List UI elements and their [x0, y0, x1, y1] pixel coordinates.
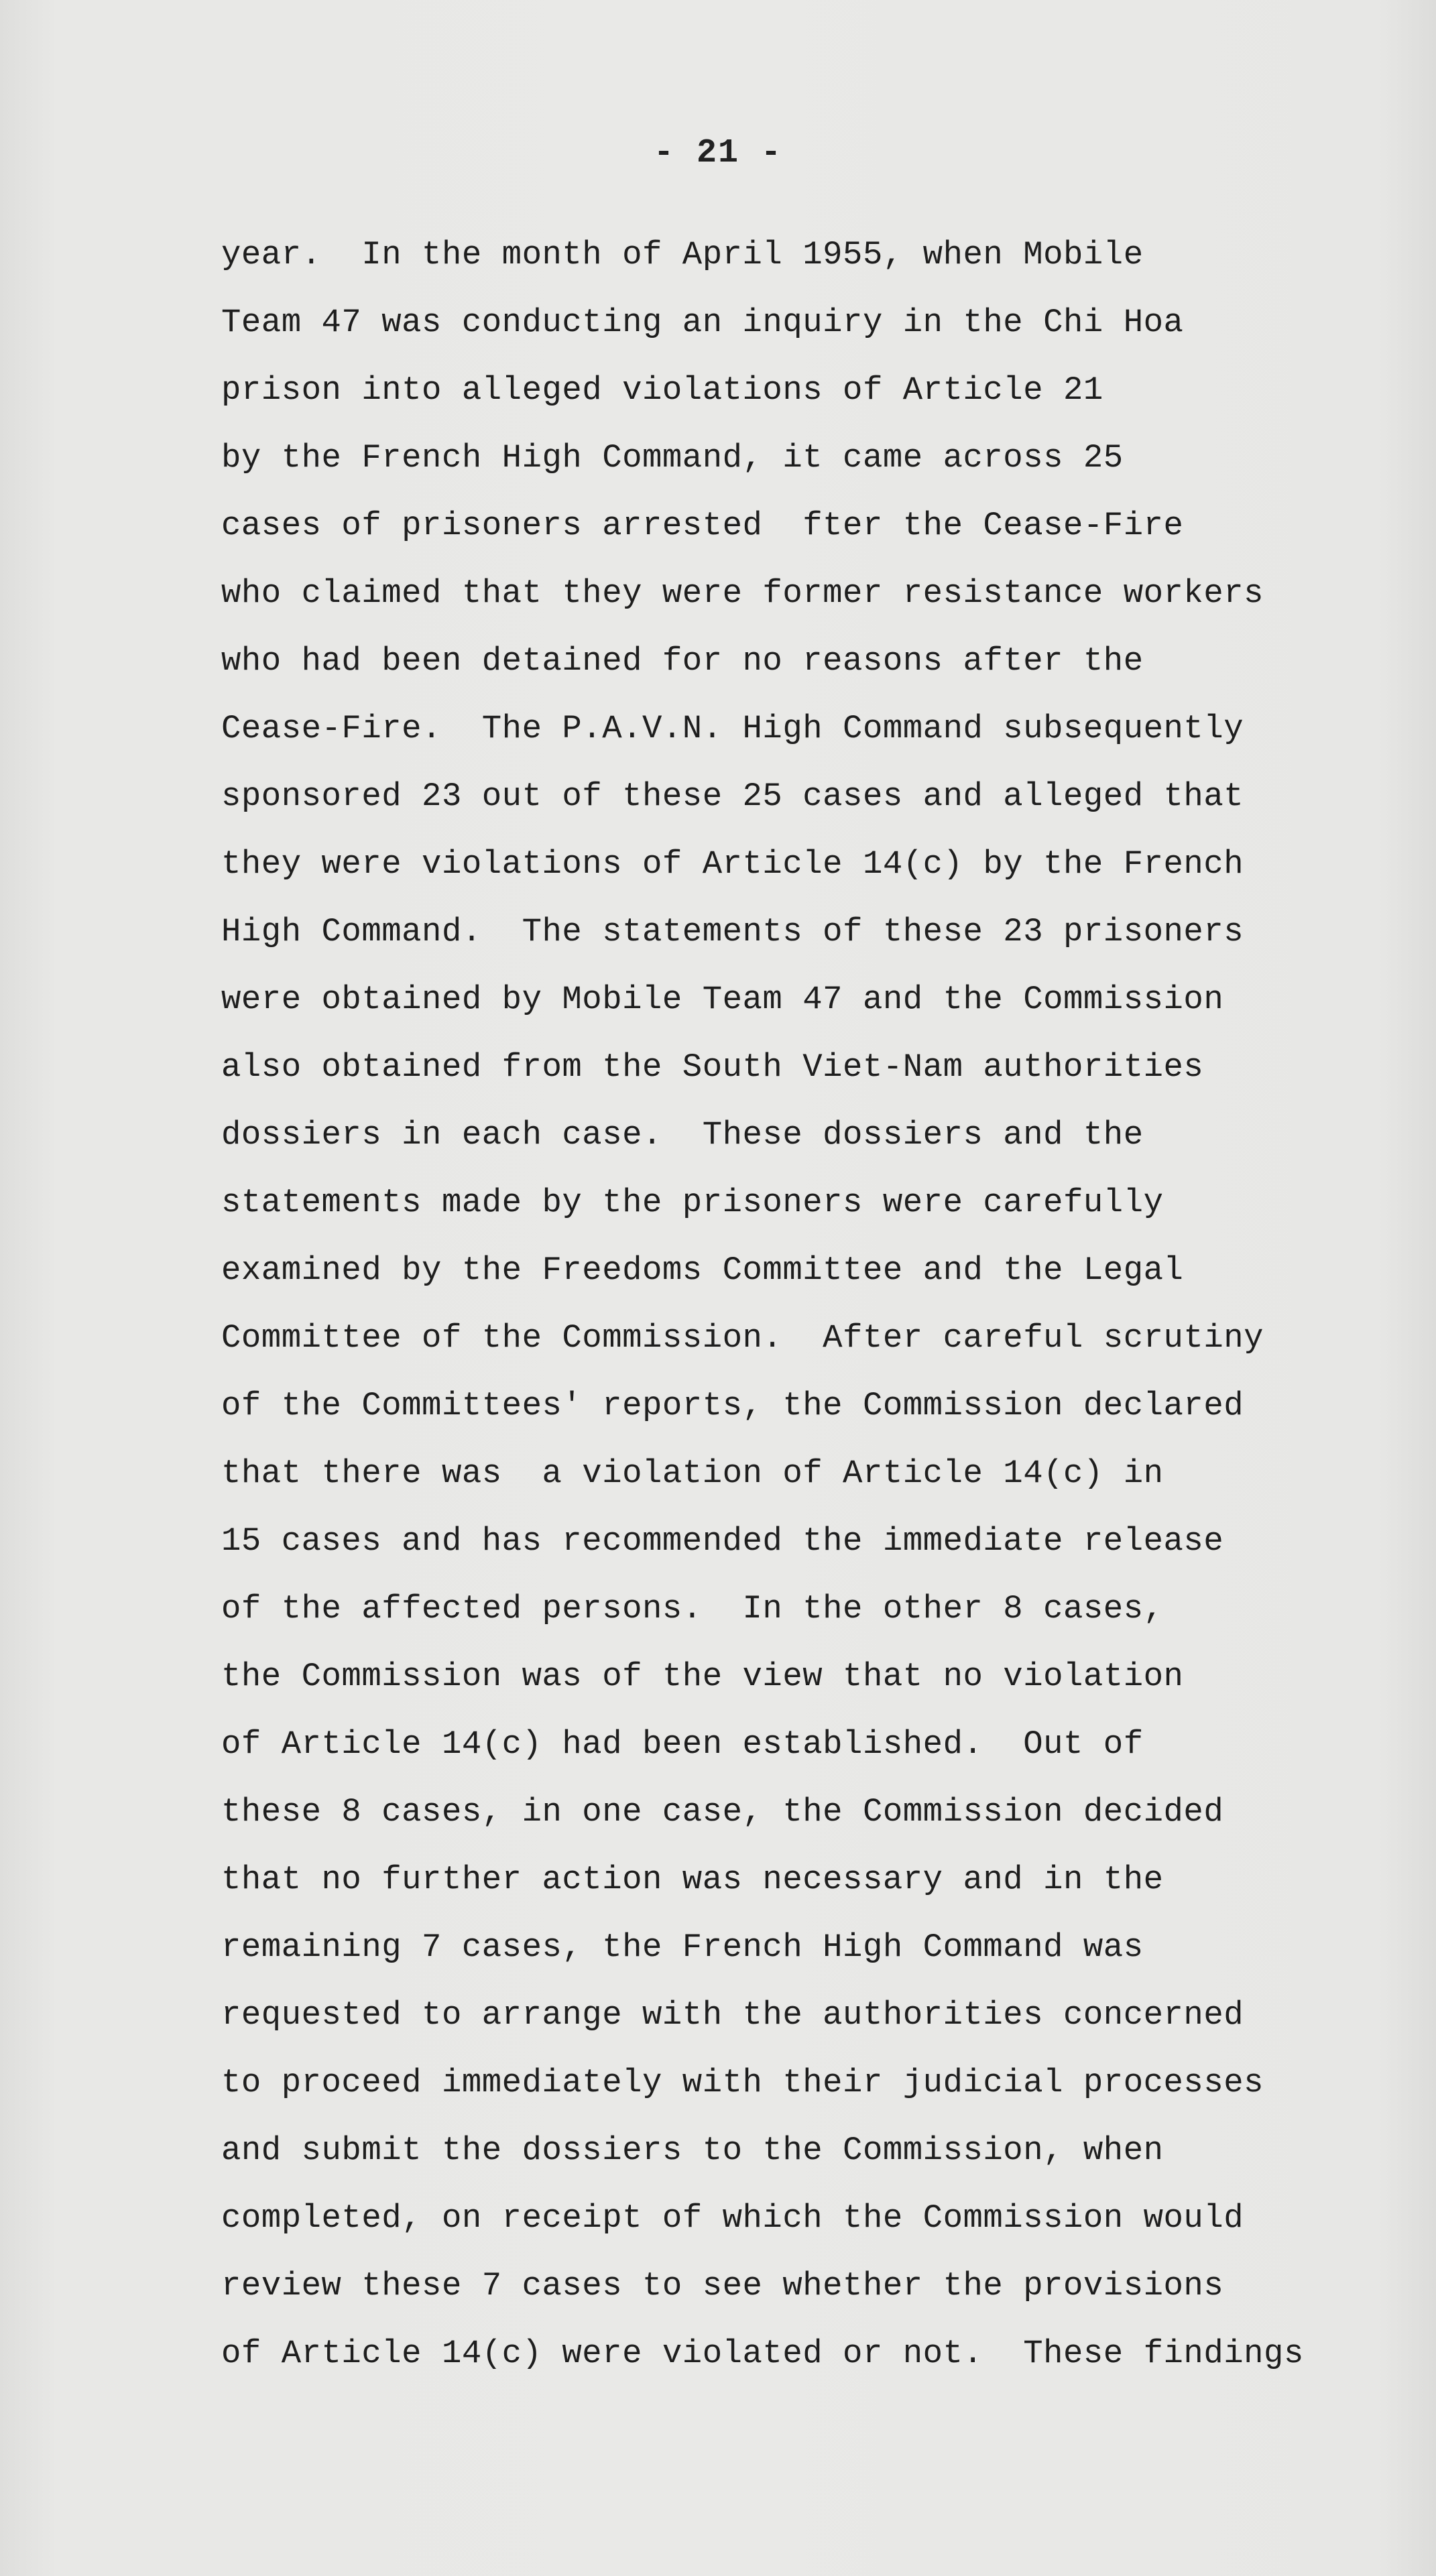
text-line — [221, 1237, 1361, 1304]
text-line-content: of the Committees' reports, the Commission declared — [221, 1387, 1244, 1424]
text-line-content: of Article 14(c) had been established. Out of — [221, 1725, 1144, 1763]
text-line-content: year. In the month of April 1955, when Mobile — [221, 236, 1144, 273]
text-line — [221, 492, 1361, 560]
text-line — [221, 1508, 1361, 1575]
text-line — [221, 2049, 1361, 2117]
text-line-content: review these 7 cases to see whether the provisions — [221, 2267, 1224, 2305]
text-line-content: prison into alleged violations of Article 21 — [221, 371, 1103, 409]
text-line-content: sponsored 23 out of these 25 cases and alleged that — [221, 778, 1244, 815]
text-line — [221, 695, 1361, 763]
page-number: - 21 - — [653, 134, 783, 172]
text-line-content: were obtained by Mobile Team 47 and the Commission — [221, 981, 1224, 1018]
text-line — [221, 763, 1361, 831]
text-line — [221, 1643, 1361, 1711]
text-line — [221, 424, 1361, 492]
text-line-content: by the French High Command, it came across 25 — [221, 439, 1124, 477]
text-line — [221, 2117, 1361, 2185]
text-line-content: Team 47 was conducting an inquiry in the Chi Hoa — [221, 304, 1184, 341]
text-line-content: dossiers in each case. These dossiers and the — [221, 1116, 1144, 1154]
text-line — [221, 1304, 1361, 1372]
text-line-content: who had been detained for no reasons after the — [221, 642, 1144, 680]
text-line — [221, 1711, 1361, 1778]
text-line — [221, 2185, 1361, 2252]
text-line — [221, 627, 1361, 695]
text-line — [221, 1575, 1361, 1643]
text-line — [221, 289, 1361, 357]
text-line — [221, 1914, 1361, 1981]
text-line-content: Committee of the Commission. After careful scrutiny — [221, 1319, 1264, 1357]
text-line-content: High Command. The statements of these 23 prisoners — [221, 913, 1244, 950]
text-line-content: Cease-Fire. The P.A.V.N. High Command subsequently — [221, 710, 1244, 747]
text-line-content: 15 cases and has recommended the immediate release — [221, 1522, 1224, 1560]
text-line — [221, 560, 1361, 627]
text-line-content: requested to arrange with the authorities concerned — [221, 1996, 1244, 2034]
text-line — [221, 1440, 1361, 1508]
text-line-content: the Commission was of the view that no violation — [221, 1658, 1184, 1695]
text-line-content: who claimed that they were former resistance workers — [221, 574, 1264, 612]
text-line — [221, 2320, 1361, 2388]
text-line — [221, 1981, 1361, 2049]
text-line-content: completed, on receipt of which the Commission would — [221, 2199, 1244, 2237]
text-line-content: remaining 7 cases, the French High Command was — [221, 1928, 1144, 1966]
text-line-content: to proceed immediately with their judicial processes — [221, 2064, 1264, 2101]
text-line — [221, 357, 1361, 424]
text-line-content: and submit the dossiers to the Commission, when — [221, 2132, 1164, 2169]
text-line-content: they were violations of Article 14(c) by the French — [221, 845, 1244, 883]
text-line-content: examined by the Freedoms Committee and the Legal — [221, 1251, 1184, 1289]
text-line-content: of the affected persons. In the other 8 cases, — [221, 1590, 1164, 1628]
text-line — [221, 1169, 1361, 1237]
text-line — [221, 1034, 1361, 1101]
body-text — [221, 221, 1361, 2388]
text-line — [221, 898, 1361, 966]
text-line-content: statements made by the prisoners were carefully — [221, 1184, 1164, 1221]
text-line-content: cases of prisoners arrested fter the Cease-Fire — [221, 507, 1184, 544]
text-line-content: that no further action was necessary and in the — [221, 1861, 1164, 1898]
text-line — [221, 1101, 1361, 1169]
text-line — [221, 831, 1361, 898]
text-line — [221, 1372, 1361, 1440]
text-line-content: that there was a violation of Article 14(c) in — [221, 1455, 1164, 1492]
text-line-content: also obtained from the South Viet-Nam authorities — [221, 1048, 1204, 1086]
text-line — [221, 2252, 1361, 2320]
text-line-content: these 8 cases, in one case, the Commission decided — [221, 1793, 1224, 1831]
text-line — [221, 1778, 1361, 1846]
text-line — [221, 966, 1361, 1034]
text-line — [221, 221, 1361, 289]
text-line-content: of Article 14(c) were violated or not. These findings — [221, 2335, 1304, 2372]
text-line — [221, 1846, 1361, 1914]
